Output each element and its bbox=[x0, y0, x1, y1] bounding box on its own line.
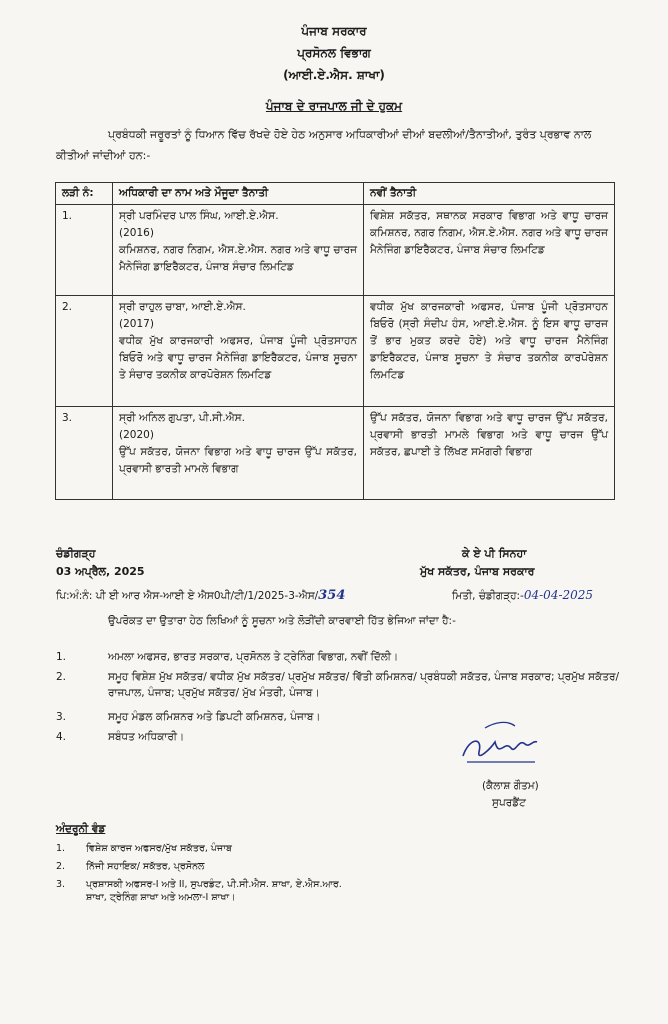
signatory-name: ਕੇ ਏ ਪੀ ਸਿਨਹਾ bbox=[462, 547, 527, 560]
new-posting-cell: ਉੱਪ ਸਕੱਤਰ, ਯੋਜਨਾ ਵਿਭਾਗ ਅਤੇ ਵਾਧੂ ਚਾਰਜ ਉੱਪ ਸਕੱਤਰ, ਪ੍ਰਵਾਸੀ ਭਾਰਤੀ ਮਾਮਲੇ ਵਿਭਾਗ ਅਤੇ ਵਾਧੂ ਚਾਰਜ ਉੱਪ ਸਕੱਤਰ, ਛਪਾਈ ਤੇ ਲਿੱਖਣ ਸਮੱਗਰੀ ਵਿਭਾਗ bbox=[364, 407, 615, 500]
officer-batch: (2017) bbox=[119, 318, 154, 330]
current-posting: ਵਧੀਕ ਮੁੱਖ ਕਾਰਜਕਾਰੀ ਅਫਸਰ, ਪੰਜਾਬ ਪੂੰਜੀ ਪ੍ਰੋਤਸਾਹਨ ਬਿਓਰੋ ਅਤੇ ਵਾਧੂ ਚਾਰਜ ਮੈਨੇਜਿੰਗ ਡਾਇਰੈਕਟਰ, ਪੰਜਾਬ ਸੂਚਨਾ ਤੇ ਸੰਚਾਰ ਤਕਨੀਕ ਕਾਰਪੋਰੇਸ਼ਨ ਲਿਮਟਿਡ bbox=[119, 335, 357, 381]
column-header-serial: ਲੜੀ ਨੰ: bbox=[56, 183, 113, 205]
serial-cell: 2. bbox=[56, 296, 113, 407]
table-row bbox=[56, 407, 615, 500]
place: ਚੰਡੀਗੜ੍ਹ bbox=[56, 547, 96, 560]
endorsement-reference bbox=[56, 588, 345, 603]
internal-text: ਪ੍ਰਸ਼ਾਸਕੀ ਅਫਸਰ-I ਅਤੇ II, ਸੁਪਰਡੰਟ, ਪੀ.ਸੀ.ਐਸ. ਸ਼ਾਖਾ, ਏ.ਐਸ.ਆਰ. ਸ਼ਾਖਾ, ਟ੍ਰੇਨਿੰਗ ਸ਼ਾਖਾ ਅਤੇ ਅਮਲਾ-I ਸ਼ਾਖਾ। bbox=[86, 879, 342, 903]
distribution-item bbox=[56, 649, 626, 669]
internal-text: ਨਿੱਜੀ ਸਹਾਇਕ/ ਸਕੱਤਰ, ਪ੍ਰਸੋਨਲ bbox=[86, 861, 205, 872]
officer-cell bbox=[113, 407, 364, 500]
internal-number: 1. bbox=[56, 843, 66, 854]
endorsement-date-label: ਮਿਤੀ, ਚੰਡੀਗੜ੍ਹ:- bbox=[452, 590, 524, 602]
serial-cell: 1. bbox=[56, 205, 113, 296]
internal-distribution-heading: ਅੰਦਰੂਨੀ ਵੰਡ bbox=[56, 823, 106, 835]
table-header-row bbox=[56, 183, 615, 205]
order-date: 03 ਅਪ੍ਰੈਲ, 2025 bbox=[56, 565, 145, 578]
govt-name: ਪੰਜਾਬ ਸਰਕਾਰ bbox=[301, 24, 367, 38]
superintendent-title: ਸੁਪਰਡੈਂਟ bbox=[492, 797, 526, 809]
distribution-text: ਅਮਲਾ ਅਫਸਰ, ਭਾਰਤ ਸਰਕਾਰ, ਪ੍ਰਸੋਨਲ ਤੇ ਟ੍ਰੇਨਿੰਗ ਵਿਭਾਗ, ਨਵੀਂ ਦਿੱਲੀ। bbox=[108, 651, 399, 663]
endorsement-date-value: 04-04-2025 bbox=[523, 588, 594, 602]
officer-name: ਸ੍ਰੀ ਪਰਮਿੰਦਰ ਪਾਲ ਸਿੰਘ, ਆਈ.ਏ.ਐਸ. bbox=[119, 210, 279, 222]
internal-item bbox=[56, 860, 616, 876]
intro-paragraph: ਪ੍ਰਬੰਧਕੀ ਜਰੂਰਤਾਂ ਨੂੰ ਧਿਆਨ ਵਿੱਚ ਰੱਖਦੇ ਹੋਏ ਹੇਠ ਅਨੁਸਾਰ ਅਧਿਕਾਰੀਆਂ ਦੀਆਂ ਬਦਲੀਆਂ/ਤੈਨਾਤੀਆਂ, ਤੁਰੰਤ ਪ੍ਰਭਾਵ ਨਾਲ ਕੀਤੀਆਂ ਜਾਂਦੀਆਂ ਹਨ:- bbox=[56, 128, 592, 162]
copy-forward-text: ਉਪਰੋਕਤ ਦਾ ਉਤਾਰਾ ਹੇਠ ਲਿਖਿਆਂ ਨੂੰ ਸੂਚਨਾ ਅਤੇ ਲੋੜੀਂਦੀ ਕਾਰਵਾਈ ਹਿੱਤ ਭੇਜਿਆ ਜਾਂਦਾ ਹੈ:- bbox=[108, 615, 456, 627]
transfer-table bbox=[55, 182, 615, 500]
department-name: ਪ੍ਰਸੋਨਲ ਵਿਭਾਗ bbox=[297, 46, 371, 60]
distribution-item bbox=[56, 669, 626, 705]
reference-prefix: ਪਿ:ਅੰ:ਨੰ: ਪੀ ਈ ਆਰ ਐਸ-ਆਈ ਏ ਐਸ0ਪੀ/ਟੀ/1/2025-3-ਐਸ/ bbox=[56, 590, 319, 602]
new-posting-cell: ਵਿਸ਼ੇਸ਼ ਸਕੱਤਰ, ਸਥਾਨਕ ਸਰਕਾਰ ਵਿਭਾਗ ਅਤੇ ਵਾਧੂ ਚਾਰਜ ਕਮਿਸ਼ਨਰ, ਨਗਰ ਨਿਗਮ, ਐਸ.ਏ.ਐਸ. ਨਗਰ ਅਤੇ ਵਾਧੂ ਚਾਰਜ ਮੈਨੇਜਿੰਗ ਡਾਇਰੈਕਟਰ, ਪੰਜਾਬ ਸੰਚਾਰ ਲਿਮਟਿਡ bbox=[364, 205, 615, 296]
distribution-number: 4. bbox=[56, 731, 67, 743]
distribution-text: ਸਮੂਹ ਵਿਸ਼ੇਸ਼ ਮੁੱਖ ਸਕੱਤਰ/ ਵਧੀਕ ਮੁੱਖ ਸਕੱਤਰ/ ਪ੍ਰਮੁੱਖ ਸਕੱਤਰ/ ਵਿੱਤੀ ਕਮਿਸ਼ਨਰ/ ਪ੍ਰਬੰਧਕੀ ਸਕੱਤਰ, ਪੰਜਾਬ ਸਰਕਾਰ; ਪ੍ਰਮੁੱਖ ਸਕੱਤਰ/ ਰਾਜਪਾਲ, ਪੰਜਾਬ; ਪ੍ਰਮੁੱਖ ਸਕੱਤਰ/ ਮੁੱਖ ਮੰਤਰੀ, ਪੰਜਾਬ। bbox=[108, 671, 619, 699]
superintendent-name: (ਕੈਲਾਸ਼ ਗੌਤਮ) bbox=[482, 780, 539, 792]
internal-item bbox=[56, 842, 616, 858]
distribution-text: ਸਬੰਧਤ ਅਧਿਕਾਰੀ। bbox=[108, 731, 185, 743]
serial-cell: 3. bbox=[56, 407, 113, 500]
officer-cell bbox=[113, 296, 364, 407]
order-title: ਪੰਜਾਬ ਦੇ ਰਾਜਪਾਲ ਜੀ ਦੇ ਹੁਕਮ bbox=[265, 99, 403, 113]
internal-number: 2. bbox=[56, 861, 66, 872]
internal-number: 3. bbox=[56, 879, 66, 890]
distribution-number: 2. bbox=[56, 671, 67, 683]
table-row bbox=[56, 205, 615, 296]
endorsement-date bbox=[452, 588, 593, 603]
column-header-officer: ਅਧਿਕਾਰੀ ਦਾ ਨਾਮ ਅਤੇ ਮੌਜੂਦਾ ਤੈਨਾਤੀ bbox=[113, 183, 364, 205]
new-posting-cell: ਵਧੀਕ ਮੁੱਖ ਕਾਰਜਕਾਰੀ ਅਫਸਰ, ਪੰਜਾਬ ਪੂੰਜੀ ਪ੍ਰੋਤਸਾਹਨ ਬਿਓਰੋ (ਸ੍ਰੀ ਸੰਦੀਪ ਹੰਸ, ਆਈ.ਏ.ਐਸ. ਨੂੰ ਇਸ ਵਾਧੂ ਚਾਰਜ ਤੋਂ ਭਾਰ ਮੁਕਤ ਕਰਦੇ ਹੋਏ) ਅਤੇ ਵਾਧੂ ਚਾਰਜ ਮੈਨੇਜਿੰਗ ਡਾਇਰੈਕਟਰ, ਪੰਜਾਬ ਸੂਚਨਾ ਤੇ ਸੰਚਾਰ ਤਕਨੀਕ ਕਾਰਪੋਰੇਸ਼ਨ ਲਿਮਟਿਡ bbox=[364, 296, 615, 407]
distribution-number: 3. bbox=[56, 711, 67, 723]
officer-name: ਸ੍ਰੀ ਰਾਹੁਲ ਚਾਬਾ, ਆਈ.ਏ.ਐਸ. bbox=[119, 301, 246, 313]
current-posting: ਉੱਪ ਸਕੱਤਰ, ਯੋਜਨਾ ਵਿਭਾਗ ਅਤੇ ਵਾਧੂ ਚਾਰਜ ਉੱਪ ਸਕੱਤਰ, ਪ੍ਰਵਾਸੀ ਭਾਰਤੀ ਮਾਮਲੇ ਵਿਭਾਗ bbox=[119, 446, 357, 475]
officer-cell bbox=[113, 205, 364, 296]
distribution-number: 1. bbox=[56, 651, 67, 663]
reference-number: 354 bbox=[318, 588, 346, 603]
internal-item bbox=[56, 878, 616, 908]
branch-name: (ਆਈ.ਏ.ਐਸ. ਸ਼ਾਖਾ) bbox=[283, 68, 385, 82]
table-row bbox=[56, 296, 615, 407]
superintendent-signature bbox=[455, 718, 545, 778]
column-header-new-posting: ਨਵੀਂ ਤੈਨਾਤੀ bbox=[364, 183, 615, 205]
officer-batch: (2016) bbox=[119, 227, 154, 239]
officer-name: ਸ੍ਰੀ ਅਨਿਲ ਗੁਪਤਾ, ਪੀ.ਸੀ.ਐਸ. bbox=[119, 412, 245, 424]
distribution-text: ਸਮੂਹ ਮੰਡਲ ਕਮਿਸ਼ਨਰ ਅਤੇ ਡਿਪਟੀ ਕਮਿਸ਼ਨਰ, ਪੰਜਾਬ। bbox=[108, 711, 321, 723]
officer-batch: (2020) bbox=[119, 429, 154, 441]
signatory-title: ਮੁੱਖ ਸਕੱਤਰ, ਪੰਜਾਬ ਸਰਕਾਰ bbox=[420, 565, 535, 578]
current-posting: ਕਮਿਸ਼ਨਰ, ਨਗਰ ਨਿਗਮ, ਐਸ.ਏ.ਐਸ. ਨਗਰ ਅਤੇ ਵਾਧੂ ਚਾਰਜ ਮੈਨੇਜਿੰਗ ਡਾਇਰੈਕਟਰ, ਪੰਜਾਬ ਸੰਚਾਰ ਲਿਮਟਿਡ bbox=[119, 244, 357, 273]
internal-text: ਵਿਸ਼ੇਸ਼ ਕਾਰਜ ਅਫਸਰ/ਮੁੱਖ ਸਕੱਤਰ, ਪੰਜਾਬ bbox=[86, 843, 232, 854]
